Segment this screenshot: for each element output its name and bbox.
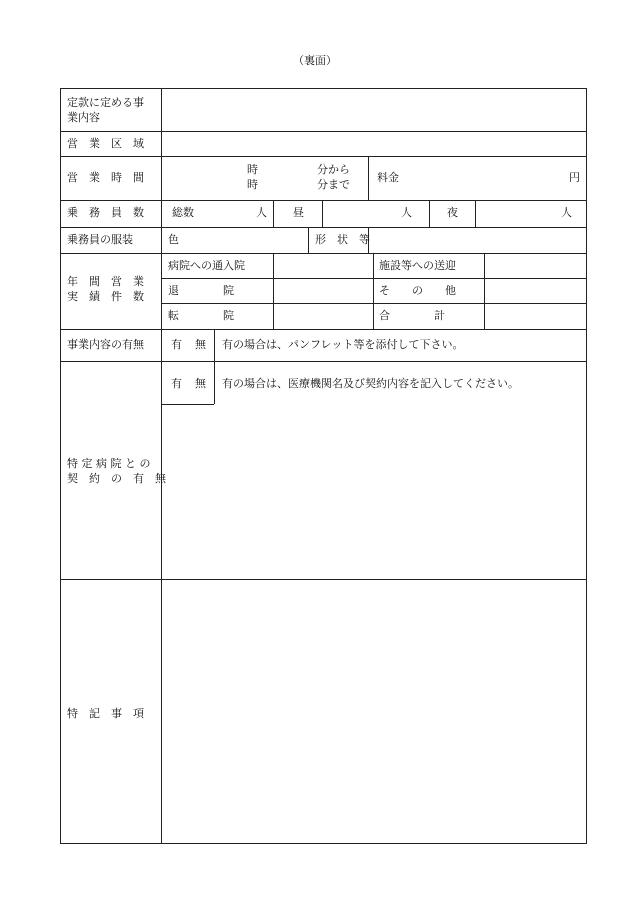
hours-until-time: 時 [247, 178, 258, 191]
business-presence-yes[interactable]: 有 [171, 338, 182, 351]
col-divider [475, 200, 476, 227]
hospital-contract-yes[interactable]: 有 [171, 377, 182, 390]
label-column-divider [161, 89, 162, 843]
fee-unit: 円 [569, 171, 580, 184]
page-title: （裏面） [293, 54, 337, 67]
hospital-visit-label: 病院への通入院 [168, 259, 245, 272]
row-divider [61, 579, 586, 580]
special-notes-field[interactable] [165, 583, 581, 839]
hours-from-suffix: 分から [317, 163, 350, 176]
transfer-label: 転 院 [168, 309, 234, 322]
annual-record-label-2: 実 績 件 数 [67, 290, 144, 303]
business-content-field[interactable] [165, 93, 581, 127]
business-area-label: 営 業 区 域 [67, 137, 144, 150]
col-divider [484, 253, 485, 329]
discharge-label: 退 院 [168, 284, 234, 297]
row-divider [61, 253, 586, 254]
col-divider [273, 200, 274, 227]
hospital-contract-note: 有の場合は、医療機関名及び契約内容を記入してください。 [222, 377, 519, 390]
crew-night-unit: 人 [561, 206, 572, 219]
hours-from-time: 時 [247, 163, 258, 176]
col-divider [368, 156, 369, 200]
col-divider [373, 253, 374, 329]
hospital-contract-label-2: 契 約 の 有 無 [67, 472, 166, 485]
hospital-contract-no[interactable]: 無 [195, 377, 206, 390]
col-divider [322, 200, 323, 227]
special-notes-label: 特 記 事 項 [67, 707, 144, 720]
checkbox-frame-bottom [161, 404, 214, 405]
crew-total-label: 総数 [172, 206, 194, 219]
col-divider [214, 329, 215, 404]
facility-transfer-label: 施設等への送迎 [379, 259, 456, 272]
crew-day-label: 昼 [293, 206, 304, 219]
hospital-contract-label: 特 定 病 院 と の [67, 457, 151, 470]
row-divider [61, 156, 586, 157]
uniform-shape-label: 形 状 等 [315, 233, 370, 246]
annual-record-label: 年 間 営 業 [67, 275, 144, 288]
crew-uniform-label: 乗務員の服装 [67, 233, 133, 246]
col-divider [273, 253, 274, 329]
business-hours-label: 営 業 時 間 [67, 171, 144, 184]
crew-night-label: 夜 [447, 206, 458, 219]
application-form-back [60, 88, 587, 844]
row-divider [61, 329, 586, 330]
business-content-label: 定款に定める事 [67, 96, 144, 109]
col-divider [429, 200, 430, 227]
crew-count-label: 乗 務 員 数 [67, 206, 144, 219]
row-divider [61, 361, 586, 362]
total-label: 合 計 [379, 309, 445, 322]
business-area-field[interactable] [165, 135, 581, 153]
business-presence-no[interactable]: 無 [195, 338, 206, 351]
business-presence-note: 有の場合は、パンフレット等を添付して下さい。 [222, 338, 464, 351]
row-divider [61, 131, 586, 132]
crew-total-unit: 人 [256, 206, 267, 219]
business-content-label-2: 業内容 [67, 111, 100, 124]
row-divider [61, 227, 586, 228]
uniform-color-label: 色 [168, 233, 179, 246]
other-label: そ の 他 [379, 284, 456, 297]
business-presence-label: 事業内容の有無 [67, 338, 144, 351]
row-divider [61, 200, 586, 201]
hours-until-suffix: 分まで [317, 178, 350, 191]
crew-day-unit: 人 [401, 206, 412, 219]
col-divider [308, 227, 309, 253]
fee-label: 料金 [377, 171, 399, 184]
